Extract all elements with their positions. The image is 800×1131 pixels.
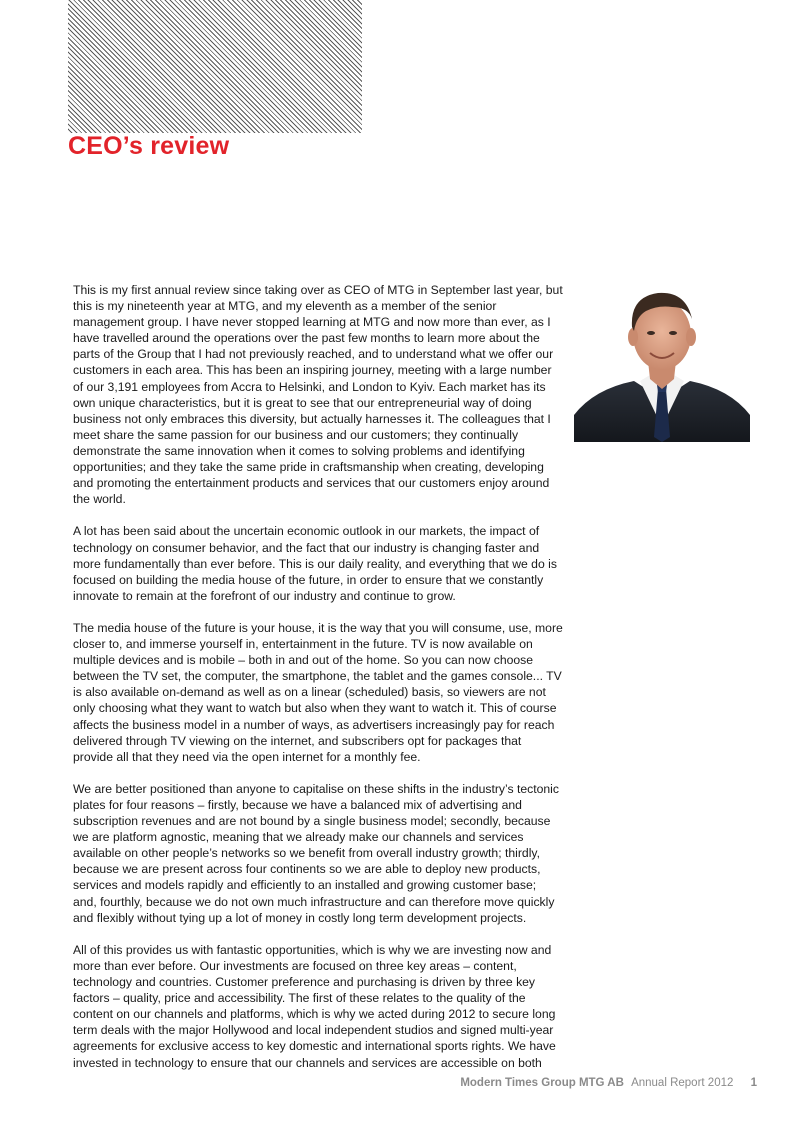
ceo-portrait-photo — [574, 277, 750, 442]
paragraph-1: This is my first annual review since taking over as CEO of MTG in September last year, but this is my nineteenth year at MTG, and my eleventh as a member of the senior management group. I have never stopped learning at MTG and now more than ever, as I have travelled around the operations over the past few months to learn more about the parts of the Group that I had not previously reached, and to understand what we offer our customers in each area. This has been an inspiring journey, meeting with a large number of our 3,191 employees from Accra to Helsinki, and London to Kyiv. Each market has its own unique characteristics, but it is great to see that our entrepreneurial way of doing business not only embraces this diversity, but actually harnesses it. The colleagues that I meet share the same passion for our business and our customers; they continually demonstrate the same innovation when it comes to solving problems and identifying opportunities; and they take the same pride in craftsmanship when creating, developing and promoting the entertainment products and services that our customers enjoy around the world. — [73, 283, 563, 507]
paragraph-4: We are better positioned than anyone to capitalise on these shifts in the industry’s tectonic plates for four reasons – firstly, because we have a balanced mix of advertising and subscription revenues and are not bound by a single business model; secondly, because we are platform agnostic, meaning that we already make our channels and services available on other people’s networks so we benefit from overall industry growth; thirdly, because we are present across four continents so we are able to deploy new products, services and models rapidly and efficiently to an installed and growing customer base; and, fourthly, because we do not own much infrastructure and can therefore move quickly and flexibly without tying up a lot of money in costly long term development projects. — [73, 781, 559, 925]
paragraph-2: A lot has been said about the uncertain economic outlook in our markets, the impact of technology on consumer behavior, and the fact that our industry is changing faster and more fundamentally than ever before. This is our daily reality, and everything that we do is focused on building the media house of the future, in order to ensure that we constantly innovate to remain at the forefront of our industry and continue to grow. — [73, 524, 557, 603]
ceo-portrait-illustration — [574, 277, 750, 442]
paragraph-5: All of this provides us with fantastic opportunities, which is why we are investing now and more than ever before. Our investments are focused on three key areas – content, technology and countries. Customer preference and purchasing is driven by three key factors – quality, price and accessibility. The first of these relates to the quality of the content on our channels and platforms, which is why we acted during 2012 to secure long term deals with the major Hollywood and local independent studios and signed multi-year agreements for exclusive access to key domestic and international sports rights. We have invested in technology to ensure that our channels and services are accessible on both — [73, 942, 556, 1070]
footer-report-title: Annual Report 2012 — [631, 1077, 734, 1089]
page-number: 1 — [750, 1077, 757, 1089]
paragraph-3: The media house of the future is your house, it is the way that you will consume, use, more closer to, and immerse yourself in, entertainment in the future. TV is now available on multiple devices and is mobile – both in and out of the home. So you can now choose between the TV set, the computer, the smartphone, the tablet and the games console... TV is also available on-demand as well as on a linear (scheduled) basis, so viewers are not only choosing what they want to watch but also when they want to watch it. This of course affects the business model in a number of ways, as advertisers increasingly pay for reach delivered through TV viewing on the internet, and subscribers opt for packages that provide all that they need via the open internet for a monthly fee. — [73, 620, 563, 764]
page-title: CEO’s review — [68, 132, 230, 160]
footer-company: Modern Times Group MTG AB — [460, 1077, 624, 1089]
page-footer — [460, 1077, 757, 1089]
hatch-pattern-graphic — [68, 0, 362, 133]
article-body — [73, 282, 563, 1087]
